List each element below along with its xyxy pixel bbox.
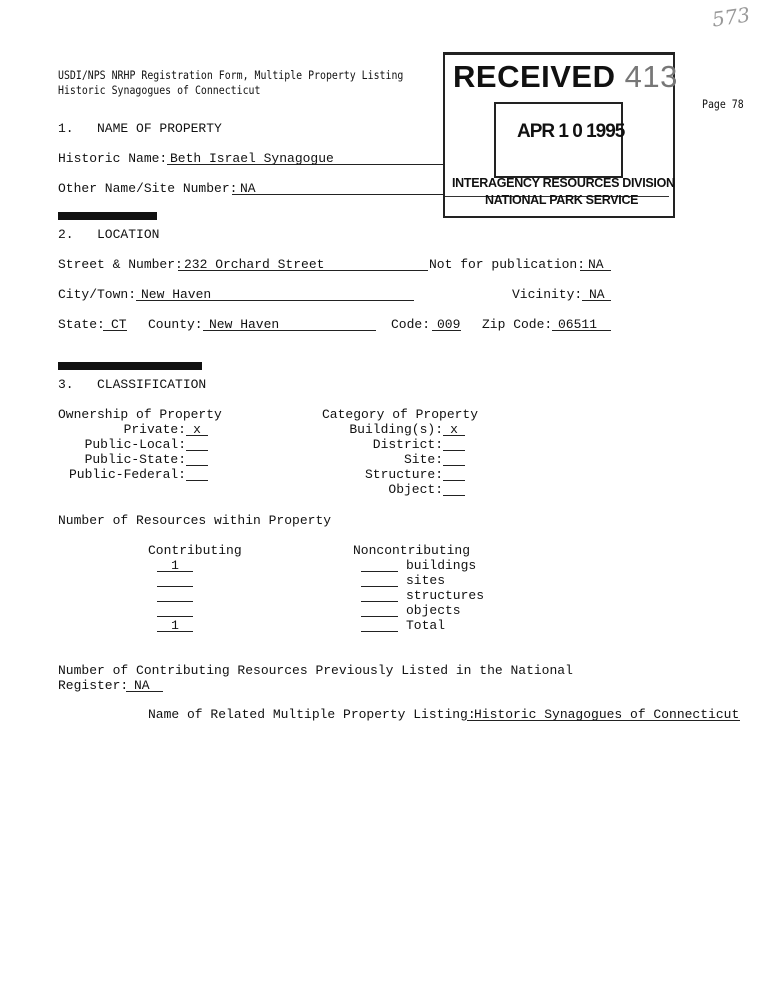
county-label: County:: [148, 317, 203, 332]
ownership-private-line: [186, 435, 208, 436]
category-buildings-value: x: [450, 422, 458, 437]
county-line: [203, 330, 376, 331]
resource-sites-label: sites: [406, 573, 446, 588]
section3-heading: 3. CLASSIFICATION: [58, 377, 207, 392]
related-listing-label: Name of Related Multiple Property Listing:: [148, 707, 476, 722]
ownership-public-federal-label: Public-Federal:: [68, 467, 186, 482]
ownership-public-state-line: [186, 465, 208, 466]
category-buildings-label: Building(s):: [349, 422, 443, 437]
resource-buildings-label: buildings: [406, 558, 477, 573]
zip-label: Zip Code:: [482, 317, 553, 332]
received-stamp: [443, 52, 678, 218]
category-object-label: Object:: [388, 482, 443, 497]
previously-listed-text: Number of Contributing Resources Previously Listed in the National: [58, 663, 573, 678]
category-title: Category of Property: [322, 407, 479, 422]
stamp-date: APR 1 0 1995: [517, 121, 625, 142]
stamp-service: NATIONAL PARK SERVICE: [485, 193, 639, 207]
category-object-line: [443, 495, 465, 496]
contributing-total-value: 1: [171, 618, 179, 633]
section2-bar: [58, 212, 157, 220]
ownership-public-state-label: Public-State:: [84, 452, 186, 467]
code-line: [432, 330, 461, 331]
ownership-private-value: x: [193, 422, 201, 437]
other-name-label: Other Name/Site Number:: [58, 181, 238, 196]
county-value: New Haven: [209, 317, 280, 332]
related-listing-line: [467, 720, 740, 721]
street-label: Street & Number:: [58, 257, 183, 272]
historic-name-line: [167, 164, 443, 165]
other-name-value: NA: [240, 181, 256, 196]
contributing-buildings-value: 1: [171, 558, 179, 573]
stamp-number: 413: [624, 59, 678, 94]
ownership-public-federal-line: [186, 480, 208, 481]
category-site-label: Site:: [403, 452, 443, 467]
section3-bar: [58, 362, 202, 370]
zip-value: 06511: [558, 317, 598, 332]
category-structure-line: [443, 480, 465, 481]
contributing-header: Contributing: [148, 543, 242, 558]
state-label: State:: [58, 317, 105, 332]
previously-listed-label: Register:: [58, 678, 129, 693]
section2-heading: 2. LOCATION: [58, 227, 160, 242]
category-structure-label: Structure:: [364, 467, 443, 482]
city-value: New Haven: [141, 287, 212, 302]
contributing-total-line: [157, 631, 193, 632]
handwritten-annotation: 573: [710, 2, 752, 32]
resource-structures-label: structures: [406, 588, 485, 603]
category-district-label: District:: [372, 437, 443, 452]
contributing-objects-line: [157, 616, 193, 617]
section1-heading: 1. NAME OF PROPERTY: [58, 121, 222, 136]
code-label: Code:: [391, 317, 431, 332]
form-header-line1: USDI/NPS NRHP Registration Form, Multiple Property Listing: [58, 68, 404, 82]
vicinity-label: Vicinity:: [512, 287, 583, 302]
noncontributing-structures-line: [361, 601, 398, 602]
vicinity-value: NA: [589, 287, 605, 302]
contributing-sites-line: [157, 586, 193, 587]
historic-name-label: Historic Name:: [58, 151, 168, 166]
state-value: CT: [111, 317, 127, 332]
stamp-division: INTERAGENCY RESOURCES DIVISION: [452, 176, 675, 190]
not-for-publication-value: NA: [588, 257, 604, 272]
noncontributing-total-line: [361, 631, 398, 632]
zip-line: [552, 330, 611, 331]
not-for-publication-line: [580, 270, 611, 271]
related-listing-value: Historic Synagogues of Connecticut: [474, 707, 740, 722]
category-district-line: [443, 450, 465, 451]
category-buildings-line: [443, 435, 465, 436]
resource-objects-label: objects: [406, 603, 461, 618]
ownership-public-local-line: [186, 450, 208, 451]
previously-listed-value: NA: [134, 678, 150, 693]
other-name-line: [232, 194, 443, 195]
stamp-received-text: RECEIVED 413: [453, 59, 678, 94]
category-site-line: [443, 465, 465, 466]
contributing-structures-line: [157, 601, 193, 602]
street-line: [178, 270, 428, 271]
previously-listed-line: [126, 691, 163, 692]
contributing-buildings-line: [157, 571, 193, 572]
code-value: 009: [437, 317, 461, 332]
noncontributing-objects-line: [361, 616, 398, 617]
form-header-line2: Historic Synagogues of Connecticut: [58, 83, 261, 97]
noncontributing-header: Noncontributing: [353, 543, 471, 558]
vicinity-line: [582, 300, 611, 301]
page-number: Page 78: [702, 97, 744, 111]
ownership-title: Ownership of Property: [58, 407, 222, 422]
state-line: [103, 330, 127, 331]
ownership-private-label: Private:: [123, 422, 186, 437]
resource-total-label: Total: [406, 618, 446, 633]
historic-name-value: Beth Israel Synagogue: [170, 151, 334, 166]
not-for-publication-label: Not for publication:: [429, 257, 586, 272]
resources-title: Number of Resources within Property: [58, 513, 332, 528]
city-label: City/Town:: [58, 287, 137, 302]
noncontributing-sites-line: [361, 586, 398, 587]
city-line: [136, 300, 414, 301]
ownership-public-local-label: Public-Local:: [84, 437, 186, 452]
street-value: 232 Orchard Street: [184, 257, 325, 272]
noncontributing-buildings-line: [361, 571, 398, 572]
